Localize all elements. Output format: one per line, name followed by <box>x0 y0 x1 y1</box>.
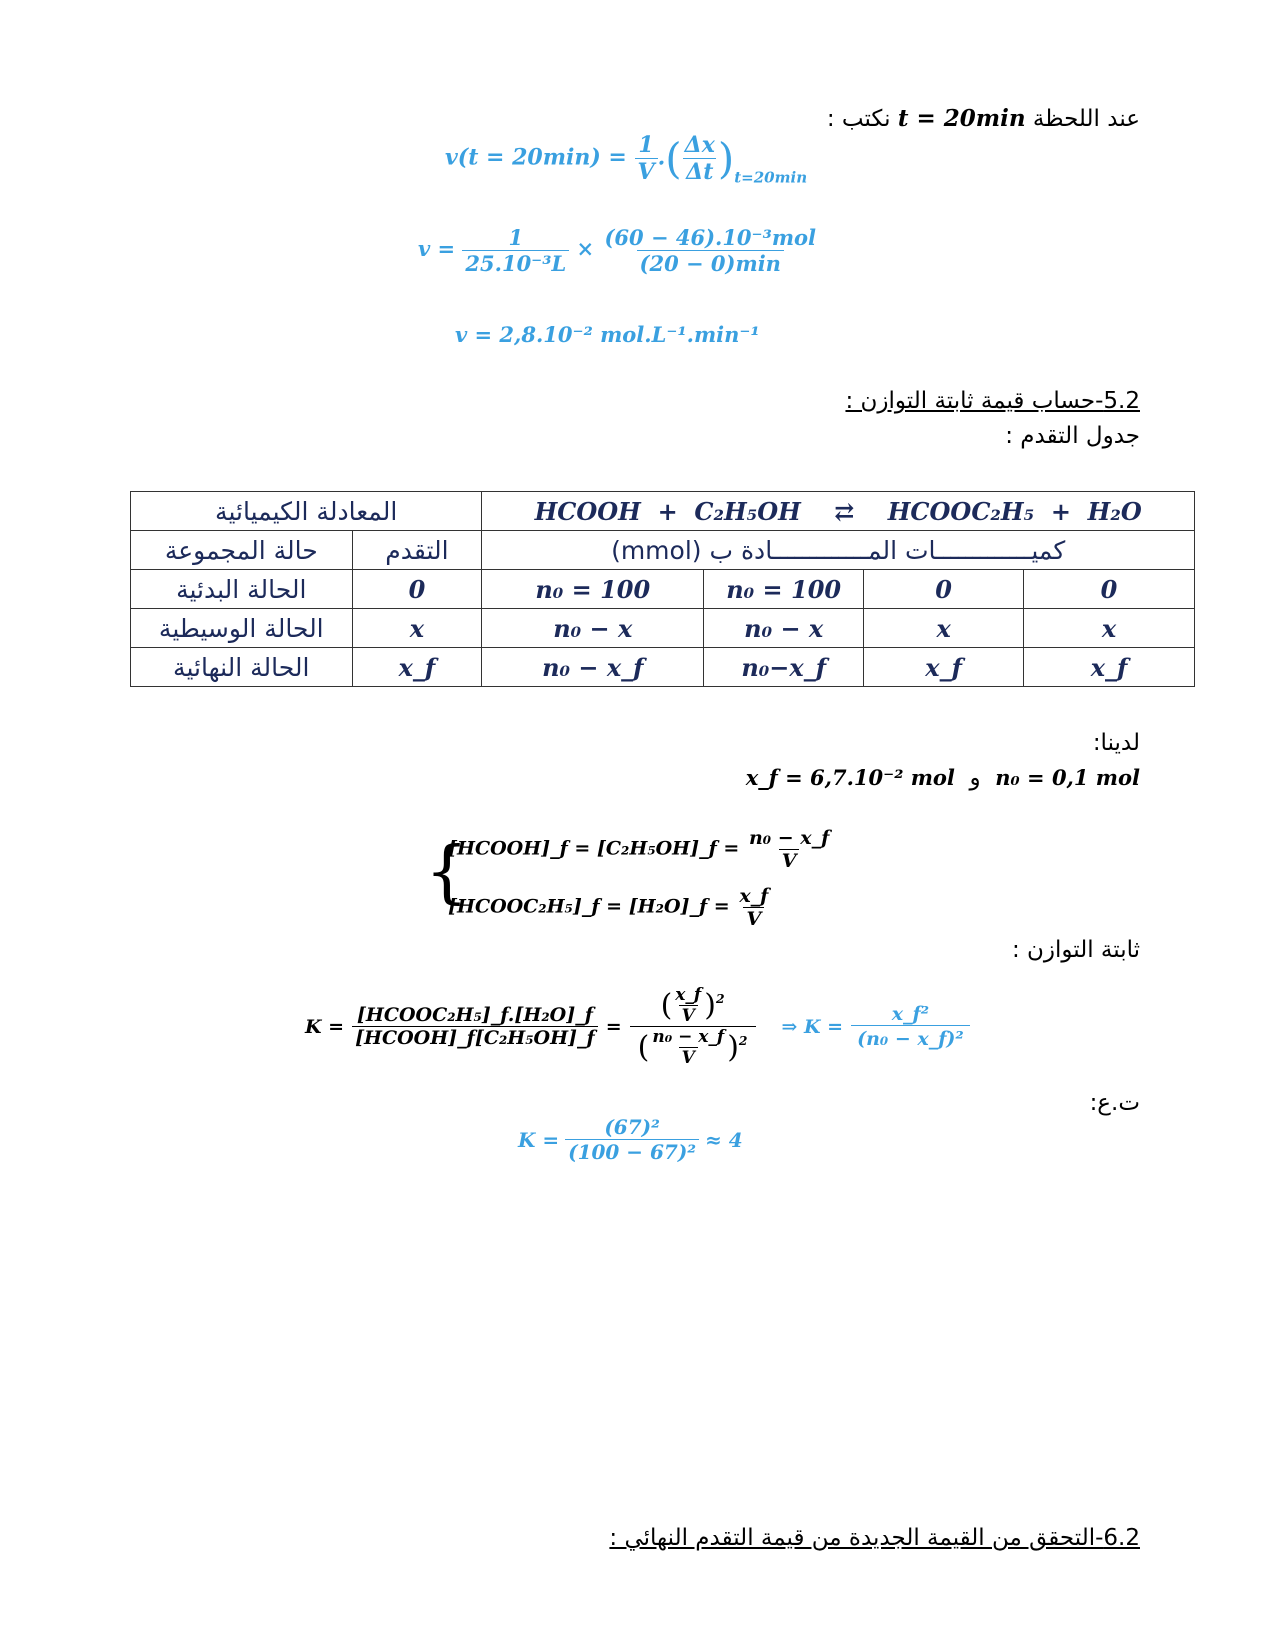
system-line-2 <box>448 885 771 930</box>
sys2-num: x_f <box>739 885 769 907</box>
k-pow-2: 2 <box>738 1033 748 1049</box>
app-lhs: K = <box>518 1127 560 1152</box>
eq1-sub: t=20min <box>734 168 808 187</box>
k-inner-v1: V <box>679 1005 698 1026</box>
k-inner-n0xf: n₀ − x_f <box>652 1027 725 1047</box>
k-den: [HCOOH]_f[C₂H₅OH]_f <box>352 1026 598 1049</box>
adv-cell: 0 <box>352 570 482 609</box>
k-res-num: x_f² <box>891 1003 930 1025</box>
k-pow-1: 2 <box>715 991 725 1007</box>
state-cell: الحالة النهائية <box>131 648 353 687</box>
advancement-table <box>130 491 1195 687</box>
app-num: (67)² <box>604 1115 660 1139</box>
qty-cell: 0 <box>1024 570 1195 609</box>
given-n0: n₀ = 0,1 mol <box>995 765 1140 790</box>
intro-tail: نكتب : <box>826 106 891 132</box>
state-header-cell: حالة المجموعة <box>131 531 353 570</box>
given-xf: x_f = 6,7.10⁻² mol <box>745 765 955 790</box>
k-inner-v2: V <box>679 1047 698 1068</box>
given-values <box>746 765 1140 791</box>
eq2-f1-num: 1 <box>508 225 524 250</box>
app-den: (100 − 67)² <box>565 1139 699 1164</box>
sys1-den: V <box>779 849 800 872</box>
qty-cell: 0 <box>864 570 1024 609</box>
qty-cell: x_f <box>864 648 1024 687</box>
qty-cell: n₀−x_f <box>704 648 864 687</box>
adv-cell: x_f <box>352 648 482 687</box>
section-6-2-heading: 6.2-التحقق من القيمة الجديدة من قيمة التقدم النهائي : <box>609 1525 1140 1551</box>
qty-header-cell: كميـــــــــــــات المـــــــــــــادة ب (mmol) <box>482 531 1195 570</box>
sys1-lhs: [HCOOH]_f = [C₂H₅OH]_f = <box>448 837 740 860</box>
table-row <box>131 609 1195 648</box>
system-brace: { <box>425 833 469 912</box>
k-inner-xf: x_f <box>675 985 702 1005</box>
eq1-num: 1 <box>638 132 654 158</box>
k-label: ثابتة التوازن : <box>1011 937 1140 963</box>
sys2-den: V <box>743 907 764 930</box>
rate-equation-2 <box>418 225 819 276</box>
intro-text: عند اللحظة <box>1032 106 1140 132</box>
eq2-f1-den: 25.10⁻³L <box>462 250 569 276</box>
k-eq: = <box>605 1015 622 1038</box>
qty-cell: x_f <box>1024 648 1195 687</box>
adv-header-cell: التقدم <box>352 531 482 570</box>
table-row-equation <box>131 492 1195 531</box>
eq1-den: V <box>635 158 658 185</box>
reaction-cell: HCOOH + C₂H₅OH ⇄ HCOOC₂H₅ + H₂O <box>482 492 1195 531</box>
numeric-app-label: ت.ع: <box>1089 1090 1140 1116</box>
eq2-f2-num: (60 − 46).10⁻³mol <box>604 225 817 250</box>
table-row-header <box>131 531 1195 570</box>
table-row <box>131 570 1195 609</box>
k-lhs: K = <box>305 1015 345 1038</box>
intro-math: t = 20min <box>897 105 1026 132</box>
eq1-dt: Δt <box>683 158 716 185</box>
eq1-dot: . <box>657 144 666 171</box>
sys2-lhs: [HCOOC₂H₅]_f = [H₂O]_f = <box>448 895 730 918</box>
eq1-dx: Δx <box>684 132 715 158</box>
eq-label-cell: المعادلة الكيميائية <box>131 492 482 531</box>
state-cell: الحالة البدئية <box>131 570 353 609</box>
eq1-lhs: v(t = 20min) = <box>445 144 627 171</box>
eq2-f2-den: (20 − 0)min <box>637 250 784 276</box>
qty-cell: x <box>1024 609 1195 648</box>
table-row <box>131 648 1195 687</box>
qty-cell: n₀ − x <box>704 609 864 648</box>
state-cell: الحالة الوسيطية <box>131 609 353 648</box>
adv-cell: x <box>352 609 482 648</box>
k-res-den: (n₀ − x_f)² <box>851 1025 970 1050</box>
we-have-label: لدينا: <box>1092 730 1140 756</box>
k-arrow: ⇒ K = <box>781 1015 844 1038</box>
k-num: [HCOOC₂H₅]_f.[H₂O]_f <box>356 1004 593 1026</box>
given-and: و <box>969 765 981 791</box>
qty-cell: n₀ = 100 <box>482 570 704 609</box>
section-5-2-heading: 5.2-حساب قيمة ثابتة التوازن : <box>845 388 1140 414</box>
eq2-times: × <box>576 236 595 261</box>
sys1-num: n₀ − x_f <box>748 827 830 849</box>
eq2-lhs: v = <box>418 236 456 261</box>
rate-equation-1: v(t = 20min) = $\frac{1}{V}$ .( $\frac{\Delta x}{\Delta t}$ )$_{t=20min}$ <box>445 132 808 187</box>
qty-cell: n₀ = 100 <box>704 570 864 609</box>
app-res: ≈ 4 <box>705 1127 743 1152</box>
qty-cell: x <box>864 609 1024 648</box>
intro-line <box>827 105 1140 132</box>
table-intro: جدول التقدم : <box>1005 423 1140 449</box>
qty-cell: n₀ − x_f <box>482 648 704 687</box>
qty-cell: n₀ − x <box>482 609 704 648</box>
k-numeric <box>518 1115 743 1164</box>
k-expression: K = $\frac{\text{[HCOOC₂H₅]\_f.[H₂O]\_f}}{\text{[HCOOH]\_f[C₂H₅OH]\_f}}$ = ( $\frac{x\_f}{V}$ )$^2$ ( $\frac{\text{n₀ − x\_f}}{V}$ )$^2$ ⇒ K = $\frac{\text{x\_f²}}{\text{(n₀ − x\_f)²}}$ <box>305 985 970 1068</box>
system-line-1 <box>448 827 832 872</box>
rate-result: v = 2,8.10⁻² mol.L⁻¹.min⁻¹ <box>455 322 760 347</box>
